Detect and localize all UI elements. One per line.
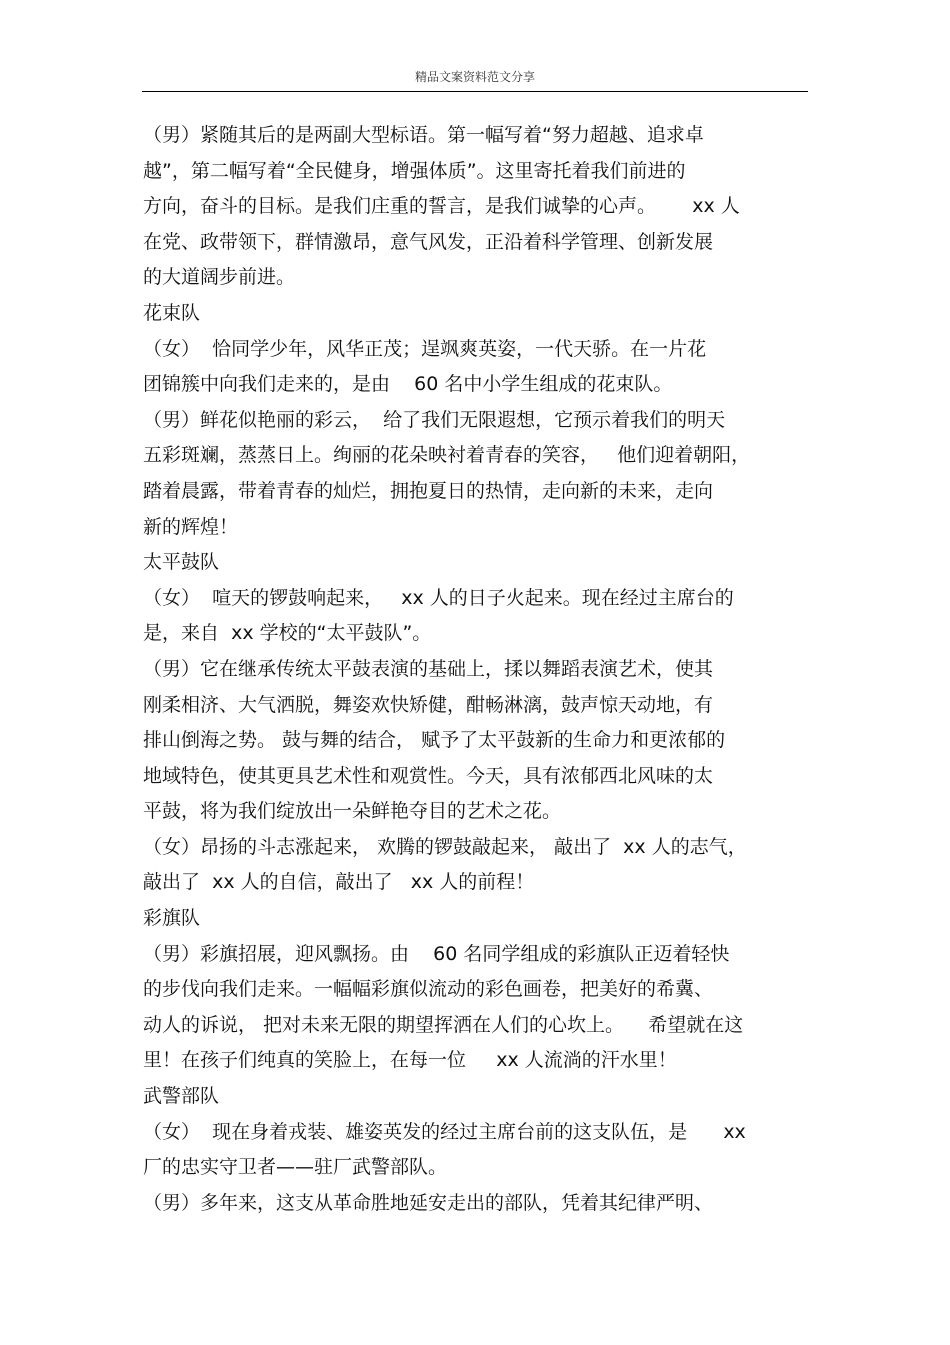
text-line: （女） 喧天的锣鼓响起来， xx 人的日子火起来。现在经过主席台的 [143, 586, 734, 609]
header-divider [142, 91, 808, 92]
text-line: 地域特色，使其更具艺术性和观赏性。今天，具有浓郁西北风味的太 [143, 764, 714, 787]
section-heading-drum-team: 太平鼓队 [143, 551, 220, 574]
text-line: （女）昂扬的斗志涨起来， 欢腾的锣鼓敲起来， 敲出了 xx 人的志气， [143, 835, 747, 858]
section-heading-flower-team: 花束队 [143, 301, 201, 324]
text-line: 踏着晨露，带着青春的灿烂，拥抱夏日的热情，走向新的未来，走向 [143, 479, 714, 502]
text-line: 刚柔相济、大气洒脱，舞姿欢快矫健，酣畅淋漓，鼓声惊天动地，有 [143, 693, 714, 716]
text-line: 里！在孩子们纯真的笑脸上，在每一位 xx 人流淌的汗水里！ [143, 1049, 677, 1072]
text-line: 敲出了 xx 人的自信，敲出了 xx 人的前程！ [143, 871, 535, 894]
text-line: （女） 现在身着戎装、雄姿英发的经过主席台前的这支队伍，是 xx [143, 1120, 746, 1143]
text-line: 在党、政带领下，群情激昂，意气风发，正沿着科学管理、创新发展 [143, 230, 714, 253]
text-line: 五彩斑斓，蒸蒸日上。绚丽的花朵映衬着青春的笑容， 他们迎着朝阳， [143, 444, 751, 467]
text-line: 的步伐向我们走来。一幅幅彩旗似流动的彩色画卷，把美好的希冀、 [143, 978, 714, 1001]
text-line: 厂的忠实守卫者——驻厂武警部队。 [143, 1156, 448, 1179]
text-line: 动人的诉说， 把对未来无限的期望挥洒在人们的心坎上。 希望就在这 [143, 1013, 744, 1036]
text-line: 新的辉煌！ [143, 515, 239, 538]
text-line: 越”，第二幅写着“全民健身，增强体质”。这里寄托着我们前进的 [143, 159, 686, 182]
text-line: 团锦簇中向我们走来的，是由 60 名中小学生组成的花束队。 [143, 373, 673, 396]
page-header: 精品文案资料范文分享 [414, 70, 535, 84]
document-body [143, 118, 813, 1221]
text-line: 的大道阔步前进。 [143, 266, 296, 289]
text-line: 排山倒海之势。 鼓与舞的结合， 赋予了太平鼓新的生命力和更浓郁的 [143, 729, 726, 752]
text-line: （男）鲜花似艳丽的彩云， 给了我们无限遐想，它预示着我们的明天 [143, 408, 726, 431]
text-line: （男）它在继承传统太平鼓表演的基础上，揉以舞蹈表演艺术，使其 [143, 657, 714, 680]
text-line: 方向，奋斗的目标。是我们庄重的誓言，是我们诚挚的心声。 xx 人 [143, 195, 740, 218]
section-heading-flag-team: 彩旗队 [143, 907, 201, 930]
text-line: （男）紧随其后的是两副大型标语。第一幅写着“努力超越、追求卓 [143, 124, 704, 146]
text-line: 平鼓，将为我们绽放出一朵鲜艳夺目的艺术之花。 [143, 800, 562, 823]
text-line: 是，来自 xx 学校的“太平鼓队”。 [143, 622, 432, 645]
text-line: （女） 恰同学少年，风华正茂；逞飒爽英姿，一代天骄。在一片花 [143, 337, 707, 360]
text-line: （男）彩旗招展，迎风飘扬。由 60 名同学组成的彩旗队正迈着轻快 [143, 942, 730, 965]
section-heading-armed-police: 武警部队 [143, 1085, 220, 1108]
text-line: （男）多年来，这支从革命胜地延安走出的部队，凭着其纪律严明、 [143, 1191, 714, 1214]
